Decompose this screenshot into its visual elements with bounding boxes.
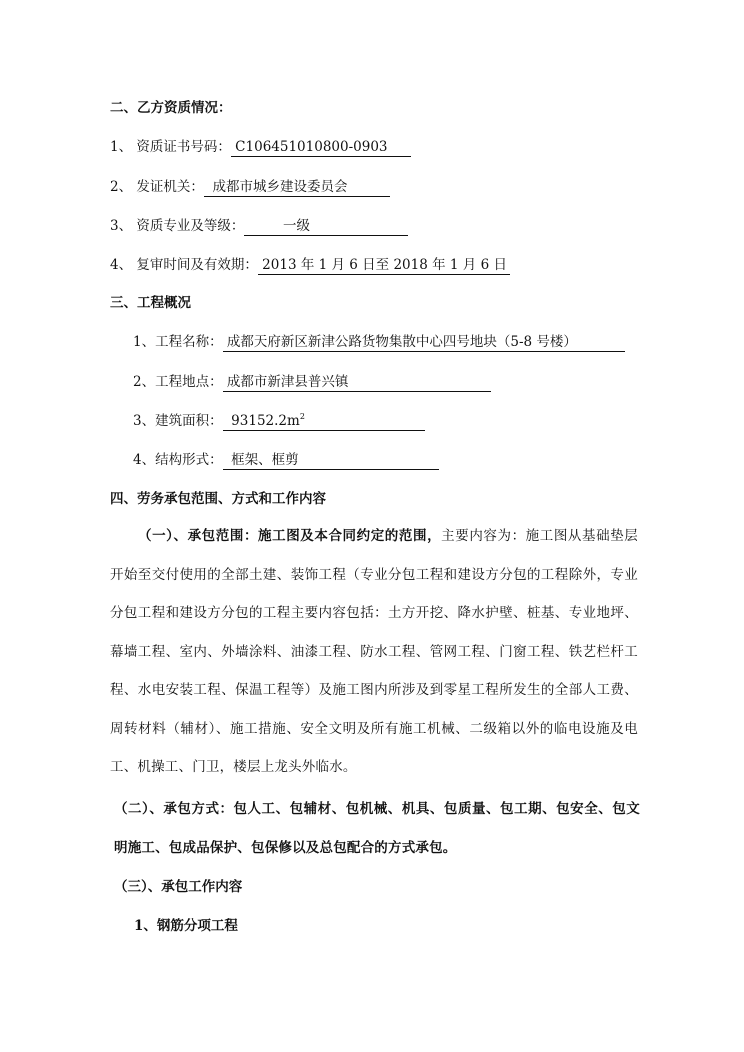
issuing-authority-row xyxy=(110,177,390,197)
review-validity-row xyxy=(110,255,510,275)
structure-type-row xyxy=(133,450,439,470)
qualification-grade-value: 一级 xyxy=(244,217,408,236)
section3-heading: 三、工程概况 xyxy=(110,295,191,311)
project-name-value: 成都天府新区新津公路货物集散中心四号地块（5-8 号楼） xyxy=(223,333,625,352)
building-area-unit: m xyxy=(287,413,300,429)
review-validity-value: 2013 年 1 月 6 日至 2018 年 1 月 6 日 xyxy=(258,256,510,275)
building-area-value-wrap xyxy=(223,412,425,431)
project-location-label: 2、工程地点： xyxy=(133,374,223,390)
qualification-grade-row xyxy=(110,216,408,236)
cert-number-label: 1、 资质证书号码： xyxy=(110,139,231,155)
issuing-authority-label: 2、 发证机关： xyxy=(110,179,204,195)
scope-body: 主要内容为：施工图从基础垫层开始至交付使用的全部土建、装饰工程（专业分包工程和建设方分包的工程除外，专业分包工程和建设方分包的工程主要内容包括：土方开挖、降水护壁、桩基、专业地坪、幕墙工程、室内、外墙涂料、油漆工程、防水工程、管网工程、门窗工程、铁艺栏杆工程、水电安装工程、保温工程等）及施工图内所涉及到零星工程所发生的全部人工费、周转材料（辅材）、施工措施、安全文明及所有施工机械、二级箱以外的临电设施及电工、机操工、门卫，楼层上龙头外临水。 xyxy=(110,528,638,775)
section2-heading: 二、乙方资质情况： xyxy=(110,100,232,116)
scope-paragraph xyxy=(110,517,638,787)
review-validity-label: 4、 复审时间及有效期： xyxy=(110,257,258,273)
rebar-subheading: 1、钢筋分项工程 xyxy=(134,918,238,934)
cert-number-row xyxy=(110,137,411,157)
section4-heading: 四、劳务承包范围、方式和工作内容 xyxy=(110,491,326,507)
building-area-label: 3、建筑面积： xyxy=(133,413,223,429)
building-area-unit-sup: 2 xyxy=(299,412,305,421)
project-location-row xyxy=(133,372,491,392)
cert-number-value: C106451010800-0903 xyxy=(231,138,411,157)
scope-lead: （一）、承包范围：施工图及本合同约定的范围， xyxy=(138,528,442,544)
content-heading: （三）、承包工作内容 xyxy=(114,879,243,895)
structure-type-label: 4、结构形式： xyxy=(133,452,223,468)
project-name-row xyxy=(133,332,625,352)
qualification-grade-label: 3、 资质专业及等级： xyxy=(110,218,245,234)
project-location-value: 成都市新津县普兴镇 xyxy=(223,373,491,392)
issuing-authority-value: 成都市城乡建设委员会 xyxy=(204,178,390,197)
building-area-value: 93152.2 xyxy=(222,413,288,429)
method-paragraph: （二）、承包方式：包人工、包辅材、包机械、机具、包质量、包工期、包安全、包文明施工、包成品保护、包保修以及总包配合的方式承包。 xyxy=(114,801,640,856)
building-area-row xyxy=(133,411,425,431)
project-name-label: 1、工程名称： xyxy=(133,334,223,350)
structure-type-value: 框架、框剪 xyxy=(223,451,439,470)
